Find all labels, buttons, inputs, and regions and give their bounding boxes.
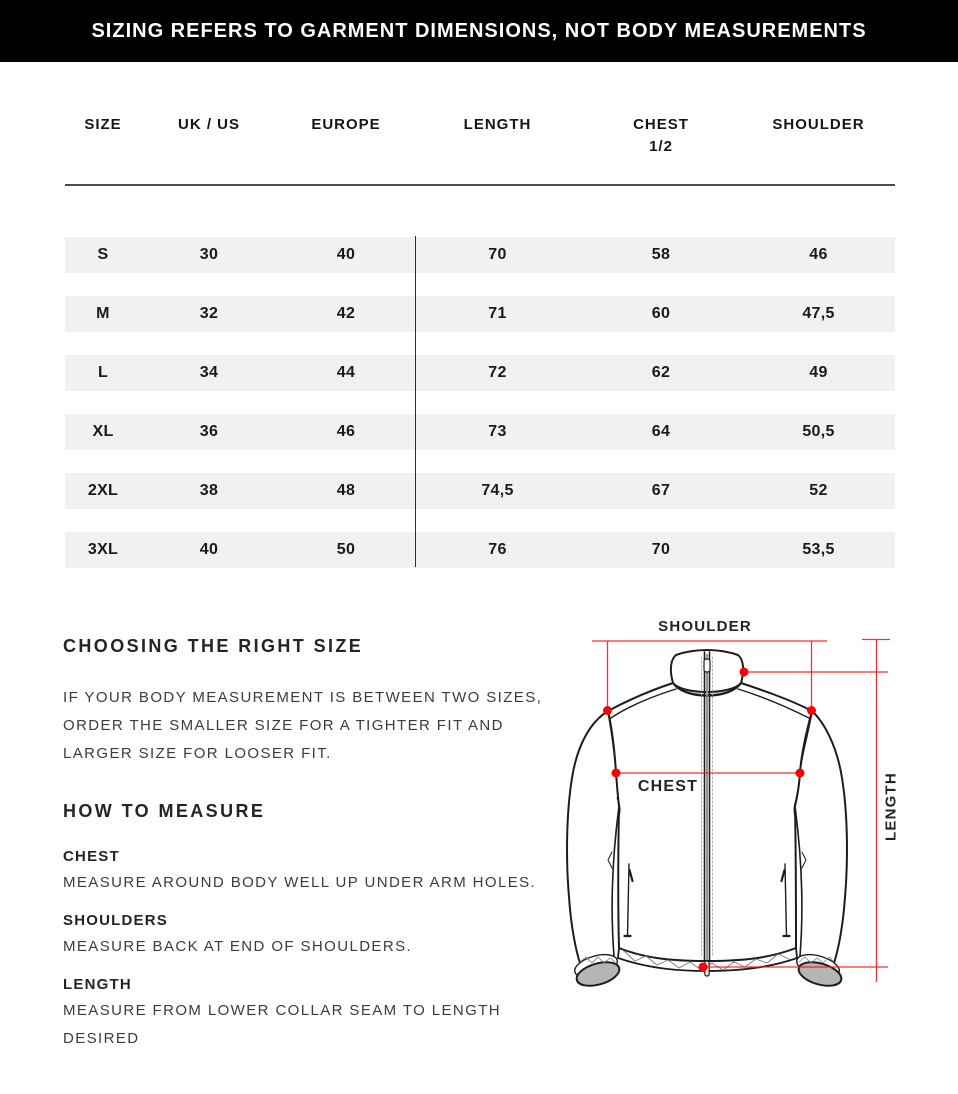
measure-chest-desc: MEASURE AROUND BODY WELL UP UNDER ARM HOLES. <box>63 874 537 891</box>
paragraph-line: DESIRED <box>63 1030 140 1047</box>
banner <box>0 0 958 62</box>
column-header-shoulder: SHOULDER <box>772 116 865 133</box>
column-header-chest-line2: 1/2 <box>649 138 673 155</box>
column-header-length: LENGTH <box>463 116 532 133</box>
column-header-size: SIZE <box>84 116 122 133</box>
cell-uk-us: 30 <box>199 246 219 263</box>
cell-uk-us: 40 <box>199 541 219 558</box>
cell-shoulder: 46 <box>809 246 828 263</box>
column-header-chest-line1: CHEST <box>633 116 689 133</box>
cell-size: S <box>97 246 109 263</box>
jacket-outline <box>567 650 847 990</box>
size-table-body <box>65 237 895 591</box>
table-header-rule <box>65 184 895 186</box>
cell-length: 74,5 <box>481 482 514 499</box>
cell-europe: 50 <box>336 541 356 558</box>
paragraph-line: LARGER SIZE FOR LOOSER FIT. <box>63 745 332 762</box>
cell-europe: 42 <box>336 305 356 322</box>
cell-shoulder: 50,5 <box>802 423 835 440</box>
cell-size: XL <box>92 423 114 440</box>
table-row <box>65 473 895 509</box>
cell-chest: 62 <box>651 364 671 381</box>
choosing-size-heading: CHOOSING THE RIGHT SIZE <box>63 636 364 656</box>
cell-chest: 64 <box>651 423 671 440</box>
paragraph-line: ORDER THE SMALLER SIZE FOR A TIGHTER FIT AND <box>63 717 504 734</box>
cell-europe: 44 <box>336 364 356 381</box>
cell-chest: 70 <box>651 541 671 558</box>
measure-shoulders-label: SHOULDERS <box>63 912 168 929</box>
cell-length: 73 <box>488 423 507 440</box>
cell-size: 2XL <box>87 482 119 499</box>
paragraph-line: IF YOUR BODY MEASUREMENT IS BETWEEN TWO SIZES, <box>63 689 543 706</box>
cell-europe: 40 <box>336 246 356 263</box>
cell-chest: 60 <box>651 305 671 322</box>
column-header-uk-us: UK / US <box>177 116 240 133</box>
table-row <box>65 532 895 568</box>
how-to-measure-heading: HOW TO MEASURE <box>63 801 266 821</box>
cell-size: L <box>97 364 109 381</box>
paragraph-line: MEASURE FROM LOWER COLLAR SEAM TO LENGTH <box>63 1002 502 1019</box>
table-row <box>65 237 895 273</box>
column-header-europe: EUROPE <box>311 116 381 133</box>
cell-europe: 46 <box>336 423 356 440</box>
column-header-chest <box>580 114 742 158</box>
cell-shoulder: 49 <box>809 364 828 381</box>
cell-shoulder: 47,5 <box>802 305 835 322</box>
table-row <box>65 296 895 332</box>
cell-length: 76 <box>488 541 507 558</box>
cell-shoulder: 53,5 <box>802 541 835 558</box>
cell-length: 70 <box>488 246 507 263</box>
measure-chest-label: CHEST <box>63 848 120 865</box>
diagram-length-label: LENGTH <box>882 772 900 841</box>
banner-text: SIZING REFERS TO GARMENT DIMENSIONS, NOT BODY MEASUREMENTS <box>91 19 867 42</box>
cell-length: 71 <box>488 305 507 322</box>
table-row <box>65 355 895 391</box>
cell-chest: 67 <box>651 482 671 499</box>
cell-shoulder: 52 <box>809 482 828 499</box>
table-row <box>65 414 895 450</box>
measure-shoulders-desc: MEASURE BACK AT END OF SHOULDERS. <box>63 938 413 955</box>
cell-size: 3XL <box>87 541 119 558</box>
cell-europe: 48 <box>336 482 356 499</box>
cell-uk-us: 34 <box>199 364 219 381</box>
cell-size: M <box>96 305 110 322</box>
cell-uk-us: 36 <box>199 423 219 440</box>
diagram-shoulder-label: SHOULDER <box>658 618 752 635</box>
measure-length-label: LENGTH <box>63 976 132 993</box>
choosing-size-paragraph <box>63 684 583 768</box>
measure-length-desc <box>63 997 583 1053</box>
cell-length: 72 <box>488 364 507 381</box>
table-column-divider <box>415 236 416 567</box>
cell-chest: 58 <box>651 246 671 263</box>
cell-uk-us: 32 <box>199 305 219 322</box>
size-table-header <box>65 114 895 158</box>
diagram-chest-label: CHEST <box>637 778 699 795</box>
cell-uk-us: 38 <box>199 482 219 499</box>
